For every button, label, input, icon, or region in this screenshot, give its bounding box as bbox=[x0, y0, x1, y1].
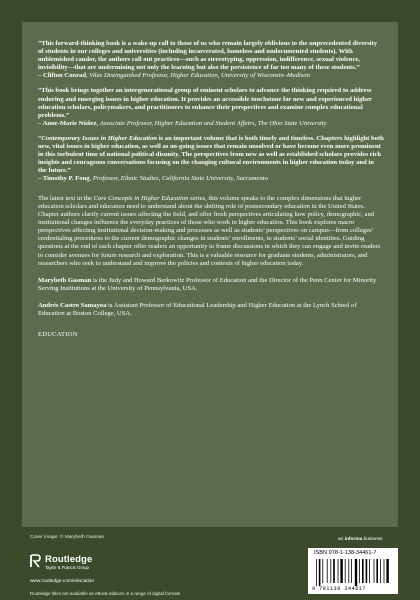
barcode-bar bbox=[384, 559, 385, 583]
publisher-name: Routledge bbox=[45, 554, 93, 565]
barcode-bar bbox=[355, 559, 357, 586]
barcode-bar bbox=[366, 559, 368, 583]
barcode-bar bbox=[330, 559, 331, 583]
series-name: Core Concepts in Higher Education bbox=[93, 194, 189, 202]
endorser-title: , Associate Professor, Higher Education and Student Affairs, The Ohio State University bbox=[96, 119, 327, 127]
cover-image-credit: Cover image: © Marybeth Gasman bbox=[30, 535, 105, 540]
barcode-icon bbox=[316, 559, 390, 586]
barcode-bar bbox=[369, 559, 370, 583]
author-bio bbox=[38, 277, 384, 293]
author-bio-text: is Assistant Professor of Educational Leadership and Higher Education at the Lynch School of Education at Boston College, USA. bbox=[38, 302, 357, 318]
endorser-name: – Clifton Conrad bbox=[38, 72, 86, 80]
informa-prefix: an bbox=[338, 537, 345, 542]
informa-business-logo bbox=[338, 537, 383, 542]
barcode-bar bbox=[340, 559, 342, 583]
barcode-digits: 9 781138 344617 bbox=[312, 586, 367, 592]
author-name: Marybeth Gasman bbox=[38, 276, 92, 284]
subject-category: EDUCATION bbox=[38, 330, 78, 338]
barcode-bar bbox=[380, 559, 381, 583]
informa-brand: informa bbox=[344, 537, 363, 542]
endorser-title: , Professor, Ethnic Studies, California State University, Sacramento bbox=[89, 175, 268, 183]
endorser-name: – Anne-Marie Núñez bbox=[38, 119, 97, 127]
endorsement-quote: “Contemporary Issues in Higher Education is an important volume that is both timely and timeless. Chapters highlight both new, vital issues in higher education, as well as on-going issues that remain unsolved or have become even more prominent in this turbulent time of national political disunity. The perspectives from new as well as established scholars provides rich insights and courageous conversations focusing on the changing cultural environments in higher education today and in the future.” bbox=[38, 134, 384, 175]
barcode-bar bbox=[348, 559, 349, 583]
description-lead: The latest text in the bbox=[38, 194, 94, 202]
author-name: Andrés Castro Samayoa bbox=[38, 302, 107, 310]
publisher-group: Taylor & Francis Group bbox=[45, 565, 89, 570]
endorsement-attribution bbox=[38, 72, 384, 80]
endorser-name: – Timothy P. Fong bbox=[38, 175, 90, 183]
routledge-icon bbox=[30, 554, 42, 568]
barcode-bar bbox=[327, 559, 328, 583]
isbn-label: ISBN 978-1-138-34461-7 bbox=[314, 550, 377, 556]
barcode-bar bbox=[386, 559, 388, 583]
endorsement-attribution bbox=[38, 175, 384, 183]
barcode-bar bbox=[359, 559, 360, 583]
barcode-bar bbox=[322, 559, 323, 583]
endorser-title: , Vilas Distinguished Professor, Higher Education, University of Wisconsin–Madison bbox=[86, 72, 310, 80]
barcode-bar bbox=[345, 559, 346, 583]
routledge-logo bbox=[30, 554, 120, 576]
endorsement-quote: “This book brings together an intergenerational group of eminent scholars to advance the thinking required to address enduring and emerging issues in higher education. It provides an accessible touchstone for new and experienced higher education scholars, policymakers, and practitioners to enhance their perspectives and examine complex educational problems.” bbox=[38, 87, 372, 119]
ebook-note: Routledge titles are available as eBook editions in a range of digital formats bbox=[30, 591, 181, 596]
informa-suffix: business bbox=[362, 537, 383, 542]
barcode-bar bbox=[351, 559, 352, 583]
barcode-bar bbox=[338, 559, 339, 583]
book-description bbox=[38, 195, 384, 268]
barcode-bar bbox=[333, 559, 335, 583]
barcode-bar bbox=[316, 559, 317, 586]
author-bio-text: is the Judy and Howard Berkowitz Professor of Education and the Director of the Penn Center for Minority Serving Institutions at the University of Pennsylvania, USA. bbox=[38, 276, 377, 293]
endorsement-quote: “This forward-thinking book is a wake-up call to those of us who remain largely oblivious to the unprecedented diversity of students in our colleges and universities (including incarcerated, homeless and undocumented students). With unblemished candor, the authors call out practices—such as stereotyping, oppression, indifference, sexual violence, invisibility—that are undermining not only the learning but also the persistence of far too many of these students.” bbox=[38, 40, 377, 72]
description-body: series, this volume speaks to the complex dimensions that higher education scholars and educators need to understand about the shifting role of postsecondary education in the United States. Chapter authors clarify current issues affecting the field, and offer fresh perspectives articulating how policy, demographic, and institutional changes influence the everyday practices of those who work in higher education. This book explores macro perspectives affecting institutional decision-making and processes as well as students’ perspectives on campus—from colleges’ credentialing procedures to the current demographic changes in students’ enrollments, to students’ social identities. Guiding questions at the end of each chapter offer readers an opportunity to frame discussions in which they can engage and invite readers to consider avenues for future research and exploration. This is a valuable resource for graduate students, administrators, and researchers who seek to understand and improve the policies and contexts of higher education today. bbox=[38, 194, 381, 267]
barcode-bar bbox=[362, 559, 364, 583]
barcode-bar bbox=[319, 559, 321, 586]
barcode-bar bbox=[376, 559, 378, 583]
publisher-website[interactable]: www.routledge.com/education bbox=[30, 579, 94, 584]
isbn-barcode bbox=[308, 548, 398, 594]
blurb-panel bbox=[22, 22, 398, 527]
endorsement-text: is an important volume that is both timely and timeless. Chapters highlight both new, vital issues in higher education, as well as on-going issues that remain unsolved or have become even more prominent in this turbulent time of national political disunity. The perspectives from new as well as established scholars provides rich insights and courageous conversations focusing on the changing cultural environments in higher education today and in the future.” bbox=[38, 134, 384, 175]
barcode-bar bbox=[374, 559, 375, 583]
author-bio bbox=[38, 302, 384, 318]
endorsement-attribution bbox=[38, 120, 384, 128]
book-title-reference: Contemporary Issues in Higher Education bbox=[41, 134, 158, 142]
